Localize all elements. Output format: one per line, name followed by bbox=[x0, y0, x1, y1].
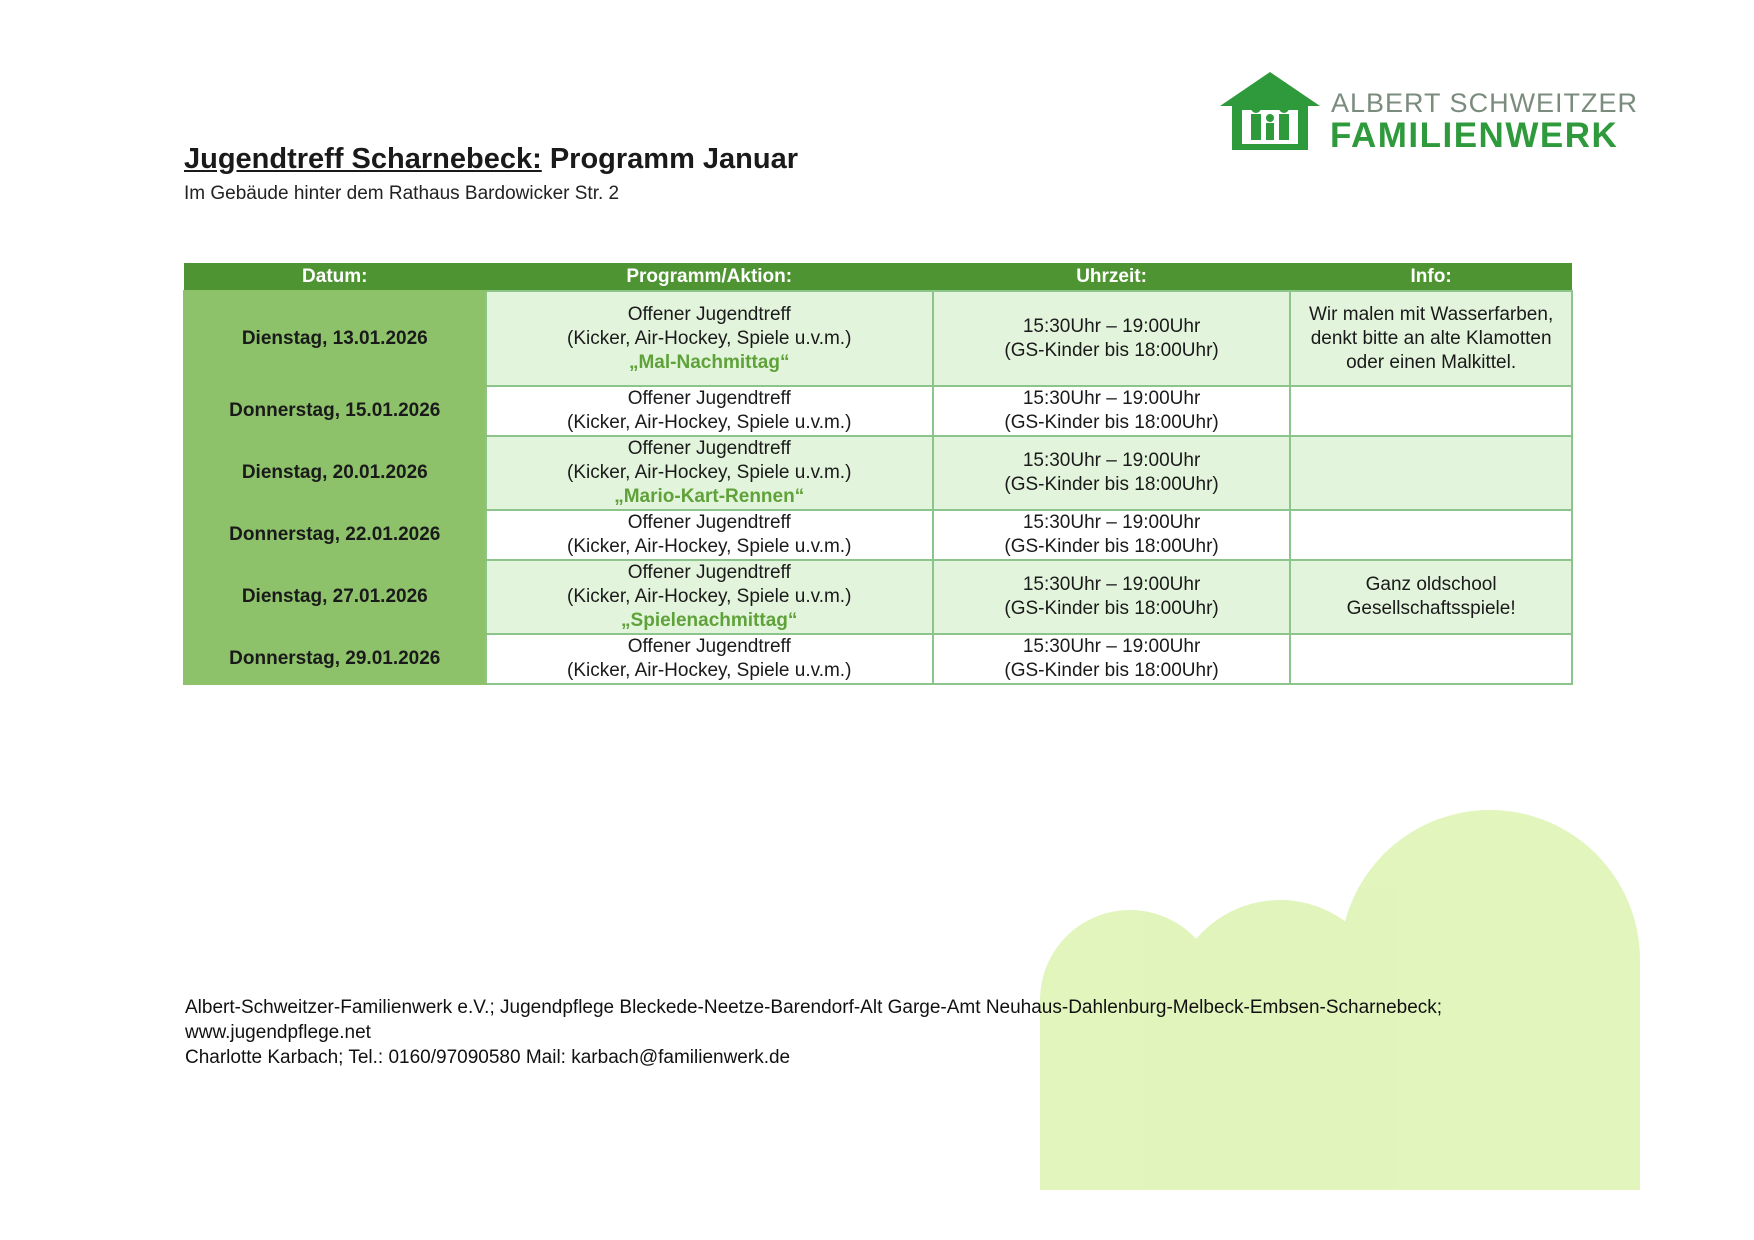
program-activities: (Kicker, Air-Hockey, Spiele u.v.m.) bbox=[567, 462, 852, 483]
info-cell bbox=[1290, 386, 1572, 436]
table-row bbox=[184, 634, 1572, 684]
program-table bbox=[183, 263, 1573, 685]
time-note: (GS-Kinder bis 18:00Uhr) bbox=[1004, 412, 1219, 433]
footer-contact-person: Charlotte Karbach; Tel.: 0160/97090580 Mail: karbach@familienwerk.de bbox=[185, 1047, 791, 1068]
time-cell bbox=[933, 291, 1290, 386]
date-cell: Donnerstag, 15.01.2026 bbox=[184, 386, 486, 436]
program-title: Offener Jugendtreff bbox=[627, 388, 791, 409]
info-cell: Wir malen mit Wasserfarben, denkt bitte an alte Klamotten oder einen Malkittel. bbox=[1290, 291, 1572, 386]
program-title: Offener Jugendtreff bbox=[627, 303, 791, 325]
time-cell bbox=[933, 634, 1290, 684]
time-range: 15:30Uhr – 19:00Uhr bbox=[1022, 574, 1201, 595]
logo-text-bottom: FAMILIENWERK bbox=[1330, 116, 1619, 155]
table-header-row bbox=[184, 263, 1572, 291]
title-location: Jugendtreff Scharnebeck: bbox=[184, 143, 542, 175]
program-activities: (Kicker, Air-Hockey, Spiele u.v.m.) bbox=[567, 586, 852, 607]
program-title: Offener Jugendtreff bbox=[627, 512, 791, 533]
table-row bbox=[184, 560, 1572, 634]
time-range: 15:30Uhr – 19:00Uhr bbox=[1022, 388, 1201, 409]
column-header-program: Programm/Aktion: bbox=[486, 263, 933, 291]
time-range: 15:30Uhr – 19:00Uhr bbox=[1022, 315, 1201, 337]
time-cell bbox=[933, 436, 1290, 510]
program-cell bbox=[486, 386, 933, 436]
time-cell bbox=[933, 560, 1290, 634]
footer-contact bbox=[185, 995, 1485, 1070]
program-cell bbox=[486, 634, 933, 684]
program-title: Offener Jugendtreff bbox=[627, 438, 791, 459]
footer-organization: Albert-Schweitzer-Familienwerk e.V.; Jugendpflege Bleckede-Neetze-Barendorf-Alt Garge-Amt Neuhaus-Dahlenburg-Melbeck-Embsen-Scharnebeck; www.jugendpflege.net bbox=[185, 997, 1443, 1043]
program-title: Offener Jugendtreff bbox=[627, 562, 791, 583]
program-cell bbox=[486, 436, 933, 510]
time-note: (GS-Kinder bis 18:00Uhr) bbox=[1004, 339, 1219, 361]
time-range: 15:30Uhr – 19:00Uhr bbox=[1022, 450, 1201, 471]
column-header-time: Uhrzeit: bbox=[933, 263, 1290, 291]
event-name: „Mario-Kart-Rennen“ bbox=[614, 486, 805, 507]
time-note: (GS-Kinder bis 18:00Uhr) bbox=[1004, 474, 1219, 495]
info-cell bbox=[1290, 634, 1572, 684]
page-title bbox=[184, 143, 798, 176]
info-cell bbox=[1290, 510, 1572, 560]
date-cell: Donnerstag, 22.01.2026 bbox=[184, 510, 486, 560]
table-row bbox=[184, 291, 1572, 386]
logo-text-top: ALBERT SCHWEITZER bbox=[1331, 88, 1639, 118]
date-cell: Donnerstag, 29.01.2026 bbox=[184, 634, 486, 684]
table-row bbox=[184, 386, 1572, 436]
program-activities: (Kicker, Air-Hockey, Spiele u.v.m.) bbox=[567, 412, 852, 433]
table-row bbox=[184, 436, 1572, 510]
time-range: 15:30Uhr – 19:00Uhr bbox=[1022, 512, 1201, 533]
column-header-info: Info: bbox=[1290, 263, 1572, 291]
info-cell: Ganz oldschool Gesellschaftsspiele! bbox=[1290, 560, 1572, 634]
time-note: (GS-Kinder bis 18:00Uhr) bbox=[1004, 598, 1219, 619]
title-program: Programm Januar bbox=[541, 143, 799, 175]
column-header-date: Datum: bbox=[184, 263, 486, 291]
info-cell bbox=[1290, 436, 1572, 510]
house-family-icon bbox=[1220, 70, 1320, 150]
date-cell: Dienstag, 20.01.2026 bbox=[184, 436, 486, 510]
program-activities: (Kicker, Air-Hockey, Spiele u.v.m.) bbox=[567, 660, 852, 681]
program-cell bbox=[486, 560, 933, 634]
page-subtitle: Im Gebäude hinter dem Rathaus Bardowicker Str. 2 bbox=[184, 183, 620, 204]
date-cell: Dienstag, 27.01.2026 bbox=[184, 560, 486, 634]
organization-logo bbox=[1220, 70, 1639, 158]
time-cell bbox=[933, 386, 1290, 436]
program-activities: (Kicker, Air-Hockey, Spiele u.v.m.) bbox=[567, 327, 852, 349]
program-cell bbox=[486, 291, 933, 386]
program-cell bbox=[486, 510, 933, 560]
program-title: Offener Jugendtreff bbox=[627, 636, 791, 657]
table-row bbox=[184, 510, 1572, 560]
program-activities: (Kicker, Air-Hockey, Spiele u.v.m.) bbox=[567, 536, 852, 557]
date-cell: Dienstag, 13.01.2026 bbox=[184, 291, 486, 386]
time-range: 15:30Uhr – 19:00Uhr bbox=[1022, 636, 1201, 657]
time-cell bbox=[933, 510, 1290, 560]
event-name: „Mal-Nachmittag“ bbox=[628, 351, 790, 373]
time-note: (GS-Kinder bis 18:00Uhr) bbox=[1004, 660, 1219, 681]
time-note: (GS-Kinder bis 18:00Uhr) bbox=[1004, 536, 1219, 557]
event-name: „Spielenachmittag“ bbox=[621, 610, 798, 631]
